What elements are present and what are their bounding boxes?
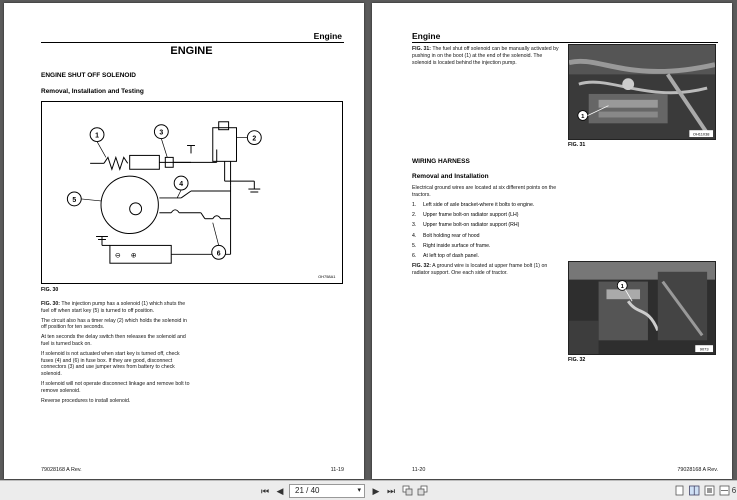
list-item: 5. Right inside surface of frame. <box>412 242 491 249</box>
ground-points-list <box>412 200 534 261</box>
subsection-heading: Removal, Installation and Testing <box>41 88 144 95</box>
footer-doc-number: 79028168 A Rev. <box>677 467 718 473</box>
prev-page-icon[interactable]: ◀ <box>276 486 284 496</box>
paragraph: At ten seconds the delay switch then releases the solenoid and fuel is turned back on. <box>41 334 186 347</box>
solenoid-spring <box>104 157 128 169</box>
fit-page-icon[interactable] <box>704 485 715 496</box>
list-item: 6. At left top of dash panel. <box>412 253 479 260</box>
footer-page-number: 11-19 <box>330 467 344 473</box>
fig-30-label: FIG. 30 <box>41 287 59 293</box>
list-item: 4. Bolt holding rear of hood <box>412 232 480 239</box>
viewer-toolbar <box>0 480 737 500</box>
solenoid-body <box>130 155 160 169</box>
paragraph: FIG. 30: The injection pump has a solenoid (1) which shuts the fuel off when start key (5) is turned to off position. <box>41 301 186 314</box>
fig-31-description: FIG. 31: The fuel shut off solenoid can be manually activated by pushing in on the boot (1) at the end of the solenoid. The solenoid is located behind the injection pump. <box>412 46 559 66</box>
two-page-icon[interactable] <box>689 485 700 496</box>
callout-5-label: 5 <box>72 196 77 204</box>
page-title: ENGINE <box>170 45 213 57</box>
list-item: 3. Upper frame bolt-on radiator support (RH) <box>412 222 520 229</box>
next-page-icon[interactable]: ▶ <box>372 486 380 496</box>
list-item: 1. Left side of axle bracket-where it bolts to engine. <box>412 202 535 208</box>
start-key-switch <box>101 176 158 233</box>
callout-1-label: 1 <box>95 132 99 140</box>
callout-4-label: 4 <box>179 181 184 189</box>
solenoid-circuit-svg <box>42 102 342 283</box>
paragraph: The circuit also has a timer relay (2) which holds the solenoid in off position for ten seconds. <box>41 317 187 331</box>
callout-6-label: 6 <box>216 250 221 258</box>
last-page-icon[interactable]: ⏭ <box>386 486 396 496</box>
photo1-code: OH11038 <box>692 131 710 137</box>
fig-31-photo <box>568 44 716 140</box>
left-page <box>4 3 364 479</box>
photo2-code: 9073 <box>699 346 709 352</box>
forward-icon[interactable] <box>417 485 428 496</box>
header-rule <box>41 42 344 43</box>
fit-width-icon[interactable] <box>719 485 730 496</box>
footer-doc-number: 79028168 A Rev. <box>41 467 82 473</box>
page-header: Engine <box>313 31 342 41</box>
svg-text:⊕: ⊕ <box>130 252 137 260</box>
paragraph: If solenoid will not operate disconnect linkage and remove bolt to remove solenoid. <box>41 380 190 394</box>
page-header: Engine <box>412 31 441 41</box>
intro-text: Electrical ground wires are located at six different points on the tractors. <box>412 185 557 198</box>
list-item: 2. Upper frame bolt-on radiator support (LH) <box>412 212 519 219</box>
single-page-icon[interactable] <box>674 485 685 496</box>
zoom-level[interactable]: 6 <box>731 486 737 495</box>
fig-30-description <box>41 301 191 404</box>
dropdown-icon[interactable]: ▾ <box>357 487 361 494</box>
wiring-diagram <box>41 101 343 284</box>
callout-2-label: 2 <box>252 135 257 143</box>
section-heading: ENGINE SHUT OFF SOLENOID <box>41 72 136 79</box>
first-page-icon[interactable]: ⏮ <box>260 486 270 496</box>
photo2-callout: 1 <box>620 283 624 290</box>
paragraph: Reverse procedures to install solenoid. <box>41 397 131 404</box>
fig-32-photo <box>568 261 716 355</box>
fig-32-description: FIG. 32: A ground wire is located at upper frame bolt (1) on radiator support. One each side of tractor. <box>412 263 548 276</box>
back-icon[interactable] <box>402 485 413 496</box>
subsection-heading: Removal and Installation <box>412 173 489 180</box>
fig-32-label: FIG. 32 <box>568 357 586 363</box>
right-page <box>372 3 732 479</box>
page-number-input[interactable] <box>289 484 365 498</box>
fig-31-label: FIG. 31 <box>568 142 586 148</box>
photo1-callout: 1 <box>581 113 585 120</box>
section-heading: WIRING HARNESS <box>412 158 470 165</box>
paragraph: If solenoid is not actuated when start key is turned off, check fuses (4) and (6) in fuse box. If they are good, disconnect connectors (3) and use jumper wires from battery to check solenoid. <box>41 350 180 378</box>
svg-text:⊖: ⊖ <box>114 252 121 260</box>
footer-page-number: 11-20 <box>412 467 426 473</box>
page-display: 21 / 40 <box>295 486 320 495</box>
callout-3-label: 3 <box>159 129 164 137</box>
diagram-code: OH758A1 <box>318 274 336 280</box>
header-rule <box>412 42 718 43</box>
